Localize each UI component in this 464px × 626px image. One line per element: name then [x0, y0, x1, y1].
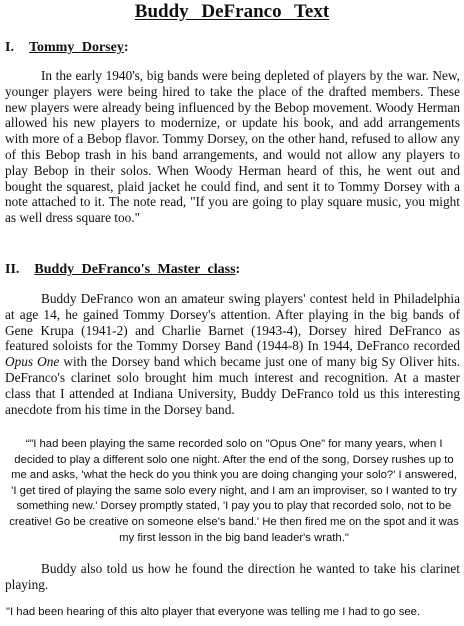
section-heading-tommy-dorsey	[5, 40, 129, 56]
tommy-dorsey-paragraph: In the early 1940's, big bands were being depleted of players by the war. New, younger players were being hired to take the place of the drafted members. These new players were already being influenced by the Bebop movement. Woody Herman allowed his new players to modernize, or update his book, and add arrangements with more of a Bebop flavor. Tommy Dorsey, on the other hand, refused to allow any of this Bebop trash in his band arrangements, and would not allow any players to play Bebop in their solos. When Woody Herman heard of this, he went out and bought the squarest, plaid jacket he could find, and sent it to Tommy Dorsey with a note attached to it. The note read, "If you are going to play square music, you might as well dress square too."	[5, 68, 460, 226]
section-number: II.	[5, 262, 20, 277]
master-class-paragraph	[5, 291, 460, 417]
anecdote-quote: “"I had been playing the same recorded solo on "Opus One" for many years, when I decided to play a different solo one night. After the end of the song, Dorsey rushes up to me and asks, 'what the heck do you think you are doing changing your solo?' I answered, 'I get tired of playing the same solo every night, and I am an improviser, so I wanted to try something new.' Dorsey promptly stated, 'I pay you to play that recorded solo, not to be creative! Go be creative on someone else's band.' He then fired me on the spot and it was my first lesson in the big band leader's wrath."	[9, 438, 459, 544]
document-title	[0, 1, 464, 23]
section-title: Tommy Dorsey	[28, 40, 124, 55]
document-title-text: Buddy DeFranco Text	[134, 1, 330, 22]
section-colon: :	[123, 40, 129, 55]
paragraph-text: with the Dorsey band which became just one of many big Sy Oliver hits. DeFranco's clarinet solo brought him much interest and recognition. At a master class that I attended at Indiana University, Buddy DeFranco told us this interesting anecdote from his time in the Dorsey band.	[5, 354, 461, 417]
section-heading-master-class	[5, 262, 240, 278]
section-title: Buddy DeFranco's Master class	[34, 262, 236, 277]
section-number: I.	[5, 40, 14, 55]
section-colon: :	[235, 262, 241, 277]
paragraph-text: Buddy DeFranco won an amateur swing players' contest held in Philadelphia at age 14, he gained Tommy Dorsey's attention. After playing in the big bands of Gene Krupa (1941-2) and Charlie Barnet (1943-4), Dorsey hired DeFranco as featured soloists for the Tommy Dorsey Band (1944-8) In 1944, DeFranco recorded	[5, 291, 460, 354]
song-title: Opus One	[5, 354, 60, 370]
alto-player-quote: "I had been hearing of this alto player that everyone was telling me I had to go see.	[6, 606, 421, 618]
clarinet-direction-paragraph: Buddy also told us how he found the direction he wanted to take his clarinet playing.	[5, 561, 460, 592]
